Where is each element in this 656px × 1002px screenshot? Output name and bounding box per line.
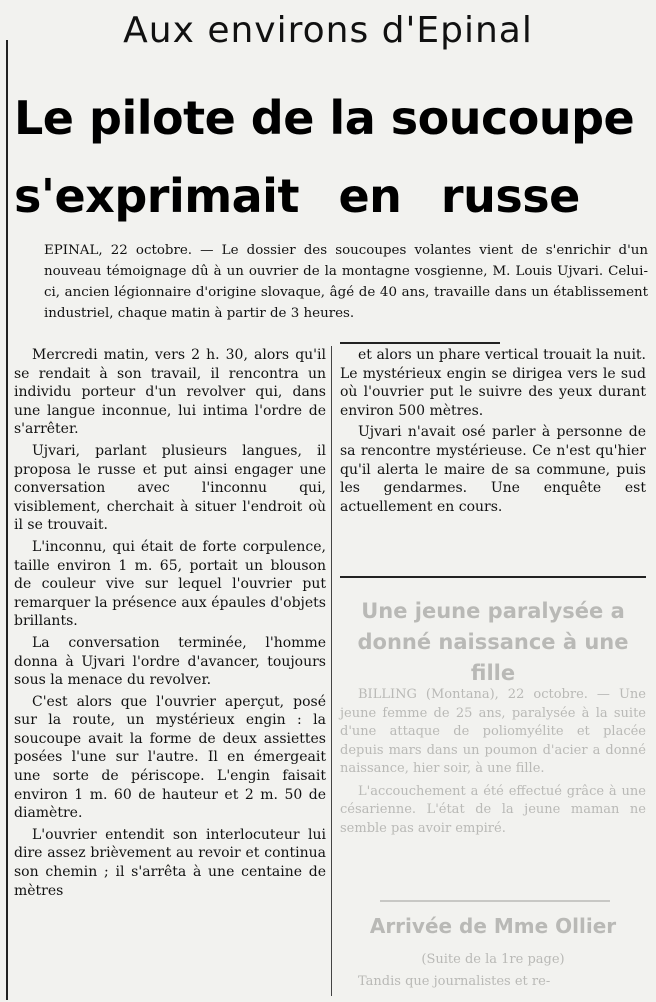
lead-paragraph: EPINAL, 22 octobre. — Le dossier des soucoupes volantes vient de s'enrichir d'un nouveau témoignage dû à un ouvrier de la montagne vosgienne, M. Louis Ujvari. Celui-ci, ancien légionnaire d'origine slovaque, âgé de 40 ans, travaille dans un établissement industriel, chaque matin à partir de 3 heures. — [44, 243, 648, 321]
faded-rule — [380, 900, 610, 902]
paragraph: L'ouvrier entendit son interlocuteur lui dire assez brièvement au revoir et continua son chemin ; il s'arrêta à une centaine de mètres — [14, 826, 326, 899]
paragraph: Ujvari n'avait osé parler à personne de sa rencontre mystérieuse. Ce n'est qu'hier qu'il alerta le maire de sa commune, puis les gendarmes. Une enquête est actuellement en cours. — [340, 424, 646, 515]
column-rule-left — [6, 40, 8, 1000]
column-rule — [331, 346, 332, 996]
faded-article-body — [340, 686, 646, 842]
paragraph: La conversation terminée, l'homme donna à Ujvari l'ordre d'avancer, toujours sous la menace du revolver. — [14, 634, 326, 689]
paragraph: L'inconnu, qui était de forte corpulence, taille environ 1 m. 65, portait un blouson de couleur vive sur lequel l'ouvrier put remarquer la présence aux épaules d'objets brillants. — [14, 538, 326, 630]
faded-article-2-body: Tandis que journalistes et re- — [358, 974, 551, 989]
kicker: Aux environs d'Epinal — [123, 10, 533, 51]
section-rule — [340, 576, 646, 578]
paragraph: C'est alors que l'ouvrier aperçut, posé sur la route, un mystérieux engin : la soucoupe avait la forme de deux assiettes posées l'une sur l'autre. Il en émergeait une sorte de périscope. L'engin faisait environ 1 m. 60 de hauteur et 2 m. 50 de diamètre. — [14, 693, 326, 822]
faded-article-title: Une jeune paralysée a donné naissance à une fille — [357, 599, 629, 685]
article-column-1 — [14, 346, 326, 903]
headline-line-2: s'exprimait en russe — [14, 169, 580, 223]
headline-line-1: Le pilote de la soucoupe — [14, 91, 635, 145]
paragraph: Ujvari, parlant plusieurs langues, il proposa le russe et put ainsi engager une conversation avec l'inconnu qui, visiblement, cherchait à situer l'endroit où il se trouvait. — [14, 442, 326, 534]
paragraph: L'accouchement a été effectué grâce à une césarienne. L'état de la jeune maman ne semble pas avoir empiré. — [340, 783, 646, 836]
paragraph: Mercredi matin, vers 2 h. 30, alors qu'il se rendait à son travail, il rencontra un individu porteur d'un revolver qui, dans une langue inconnue, lui intima l'ordre de s'arrêter. — [14, 347, 326, 438]
faded-article-2-title: Arrivée de Mme Ollier — [369, 914, 617, 938]
faded-article-2-subtitle: (Suite de la 1re page) — [421, 952, 565, 967]
divider-rule — [340, 342, 500, 344]
paragraph: et alors un phare vertical trouait la nuit. Le mystérieux engin se dirigea vers le sud où l'ouvrier put le suivre des yeux durant environ 500 mètres. — [340, 347, 646, 419]
article-column-2 — [340, 346, 646, 519]
paragraph: BILLING (Montana), 22 octobre. — Une jeune femme de 25 ans, paralysée à la suite d'une attaque de poliomyélite et placée depuis mars dans un poumon d'acier a donné naissance, hier soir, à une fille. — [340, 687, 646, 776]
